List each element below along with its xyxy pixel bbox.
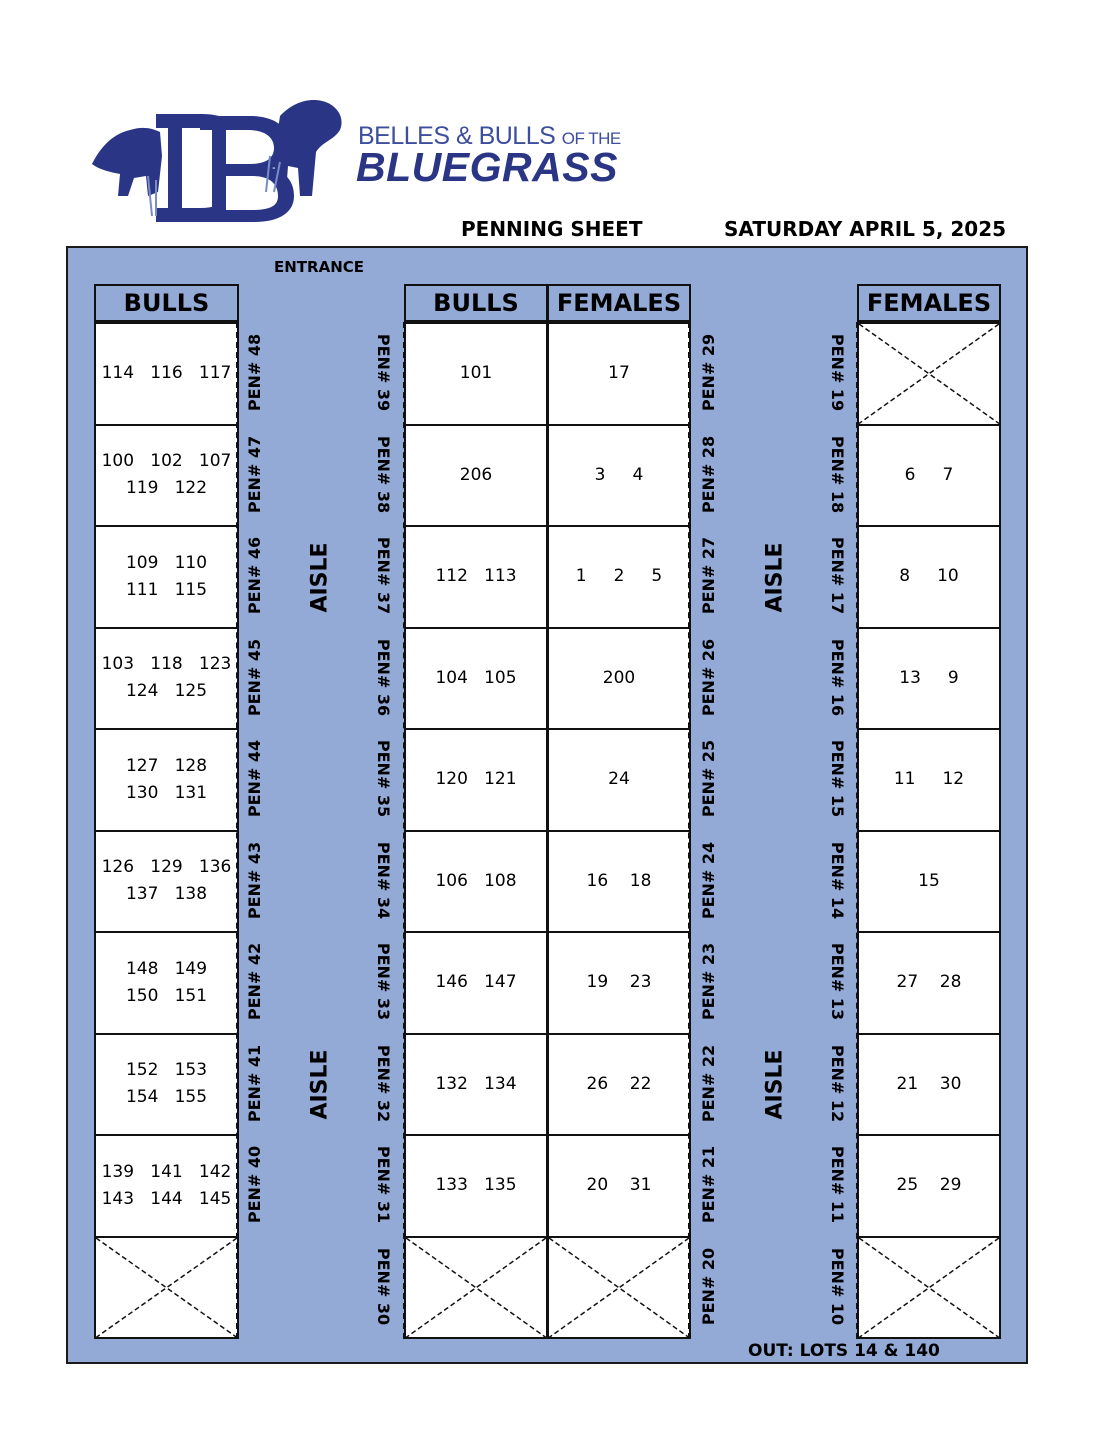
pen-cell <box>547 627 691 731</box>
pen-divider-1 <box>236 322 238 1339</box>
aisle-label <box>755 1034 795 1134</box>
pen-number-text: PEN# 33 <box>374 943 394 1021</box>
column-header-4: FEMALES <box>857 284 1001 322</box>
pen-number-label <box>826 1134 850 1236</box>
lot-numbers: 25 29 <box>896 1175 962 1196</box>
lot-numbers: 3 4 <box>594 464 644 485</box>
pen-number-text: PEN# 30 <box>374 1247 394 1325</box>
lot-numbers: 127 128 <box>125 755 208 776</box>
lot-numbers: 21 30 <box>896 1073 962 1094</box>
pen-cell <box>94 728 239 832</box>
pen-number-text: PEN# 10 <box>828 1247 848 1325</box>
pen-cell <box>857 830 1001 934</box>
lot-numbers: 200 <box>602 667 636 688</box>
pen-number-text: PEN# 20 <box>699 1247 719 1325</box>
pen-number-label <box>372 627 396 729</box>
lot-numbers: 17 <box>608 363 630 384</box>
lot-numbers: 106 108 <box>435 870 517 891</box>
pen-number-text: PEN# 14 <box>828 841 848 919</box>
lot-numbers: 111 115 <box>125 579 208 600</box>
column-header-2: BULLS <box>404 284 548 322</box>
lot-numbers: 150 151 <box>125 985 208 1006</box>
pen-cell <box>94 322 239 426</box>
lot-numbers: 143 144 145 <box>101 1188 232 1209</box>
pen-cell <box>94 525 239 629</box>
pen-number-text: PEN# 15 <box>828 740 848 818</box>
out-lots-note: OUT: LOTS 14 & 140 <box>748 1341 940 1361</box>
pen-number-label <box>243 1033 267 1135</box>
pen-number-label <box>372 322 396 424</box>
pen-number-label <box>243 424 267 526</box>
lot-numbers: 103 118 123 <box>101 654 232 675</box>
pen-cell <box>857 424 1001 528</box>
lot-numbers: 126 129 136 <box>101 857 232 878</box>
pen-number-label <box>243 525 267 627</box>
lot-numbers: 124 125 <box>125 681 208 702</box>
pen-cell <box>404 1236 548 1340</box>
pen-cell <box>404 830 548 934</box>
pen-cell <box>404 728 548 832</box>
pen-cell <box>94 424 239 528</box>
pen-cell <box>857 1134 1001 1238</box>
pen-number-label <box>826 1236 850 1338</box>
pen-divider-3 <box>688 322 690 1339</box>
pen-number-label <box>372 424 396 526</box>
pen-divider-4 <box>856 322 858 1339</box>
pen-number-label <box>697 1033 721 1135</box>
bb-bull-logo-icon <box>90 96 350 226</box>
pen-cell <box>857 931 1001 1035</box>
lot-numbers: 19 23 <box>586 972 652 993</box>
pen-number-text: PEN# 45 <box>245 638 265 716</box>
pen-cell <box>857 1236 1001 1340</box>
lot-numbers: 146 147 <box>435 972 517 993</box>
pen-number-text: PEN# 36 <box>374 638 394 716</box>
pen-number-text: PEN# 35 <box>374 740 394 818</box>
pen-number-text: PEN# 31 <box>374 1146 394 1224</box>
pen-number-label <box>697 627 721 729</box>
aisle-text: AISLE <box>307 1048 333 1120</box>
lot-numbers: 8 10 <box>899 566 959 587</box>
pen-number-text: PEN# 28 <box>699 435 719 513</box>
lot-numbers: 114 116 117 <box>101 363 232 384</box>
pen-number-text: PEN# 32 <box>374 1044 394 1122</box>
lot-numbers: 109 110 <box>125 552 208 573</box>
lot-numbers: 26 22 <box>586 1073 652 1094</box>
pen-number-label <box>697 424 721 526</box>
empty-pen-x-icon <box>96 1238 237 1338</box>
lot-numbers: 119 122 <box>125 478 208 499</box>
pen-number-label <box>243 1134 267 1236</box>
aisle-text: AISLE <box>307 541 333 613</box>
pen-number-text: PEN# 21 <box>699 1146 719 1224</box>
lot-numbers: 24 <box>608 769 630 790</box>
pen-cell <box>547 1033 691 1137</box>
pen-number-text: PEN# 12 <box>828 1044 848 1122</box>
pen-cell <box>857 728 1001 832</box>
pen-cell <box>94 1134 239 1238</box>
aisle-label <box>300 1034 340 1134</box>
pen-number-label <box>372 830 396 932</box>
pen-number-label <box>826 728 850 830</box>
pen-number-text: PEN# 29 <box>699 334 719 412</box>
column-header-3: FEMALES <box>547 284 691 322</box>
pen-number-text: PEN# 25 <box>699 740 719 818</box>
pen-cell <box>404 424 548 528</box>
pen-number-text: PEN# 43 <box>245 841 265 919</box>
aisle-text: AISLE <box>762 541 788 613</box>
empty-pen-x-icon <box>549 1238 689 1338</box>
aisle-text: AISLE <box>762 1048 788 1120</box>
pen-number-text: PEN# 41 <box>245 1044 265 1122</box>
pen-number-label <box>697 728 721 830</box>
pen-number-label <box>697 931 721 1033</box>
lot-numbers: 132 134 <box>435 1073 517 1094</box>
pen-cell <box>404 525 548 629</box>
pen-number-label <box>697 830 721 932</box>
pen-number-text: PEN# 18 <box>828 435 848 513</box>
lot-numbers: 154 155 <box>125 1087 208 1108</box>
pen-cell <box>547 424 691 528</box>
pen-number-label <box>372 525 396 627</box>
pen-cell <box>547 830 691 934</box>
pen-number-text: PEN# 44 <box>245 740 265 818</box>
lot-numbers: 100 102 107 <box>101 451 232 472</box>
page-title: PENNING SHEET <box>461 217 643 241</box>
lot-numbers: 6 7 <box>904 464 954 485</box>
pen-number-text: PEN# 23 <box>699 943 719 1021</box>
pen-number-label <box>826 931 850 1033</box>
pen-number-label <box>243 322 267 424</box>
lot-numbers: 1 2 5 <box>575 566 663 587</box>
lot-numbers: 112 113 <box>435 566 517 587</box>
lot-numbers: 139 141 142 <box>101 1161 232 1182</box>
lot-numbers: 27 28 <box>896 972 962 993</box>
pen-cell <box>547 1236 691 1340</box>
brand-line1-small: OF THE <box>561 129 621 148</box>
pen-number-label <box>826 830 850 932</box>
lot-numbers: 13 9 <box>899 667 959 688</box>
pen-cell <box>404 1134 548 1238</box>
brand-logo <box>90 96 620 226</box>
pen-cell <box>94 830 239 934</box>
lot-numbers: 104 105 <box>435 667 517 688</box>
empty-pen-x-icon <box>406 1238 546 1338</box>
column-header-1: BULLS <box>94 284 239 322</box>
pen-cell <box>94 931 239 1035</box>
pen-number-text: PEN# 26 <box>699 638 719 716</box>
pen-number-label <box>826 1033 850 1135</box>
pen-cell <box>547 931 691 1035</box>
lot-numbers: 148 149 <box>125 958 208 979</box>
pen-number-label <box>826 627 850 729</box>
pen-number-label <box>826 525 850 627</box>
empty-pen-x-icon <box>859 324 999 424</box>
pen-number-label <box>372 1134 396 1236</box>
pen-cell <box>94 627 239 731</box>
pen-number-label <box>697 1236 721 1338</box>
lot-numbers: 137 138 <box>125 884 208 905</box>
lot-numbers: 15 <box>918 870 940 891</box>
pen-number-label <box>697 322 721 424</box>
pen-number-label <box>372 728 396 830</box>
pen-number-text: PEN# 47 <box>245 435 265 513</box>
brand-line1: BELLES & BULLS <box>358 122 556 150</box>
pen-number-text: PEN# 16 <box>828 638 848 716</box>
pen-number-label <box>697 525 721 627</box>
pen-number-text: PEN# 22 <box>699 1044 719 1122</box>
lot-numbers: 20 31 <box>586 1175 652 1196</box>
pen-number-text: PEN# 24 <box>699 841 719 919</box>
lot-numbers: 206 <box>459 464 493 485</box>
pen-divider-2 <box>403 322 405 1339</box>
pen-cell <box>857 627 1001 731</box>
empty-pen-x-icon <box>859 1238 999 1338</box>
lot-numbers: 133 135 <box>435 1175 517 1196</box>
pen-number-label <box>372 931 396 1033</box>
pen-number-text: PEN# 39 <box>374 334 394 412</box>
pen-number-text: PEN# 13 <box>828 943 848 1021</box>
lot-numbers: 152 153 <box>125 1060 208 1081</box>
lot-numbers: 16 18 <box>586 870 652 891</box>
pen-number-text: PEN# 19 <box>828 334 848 412</box>
pen-number-label <box>697 1134 721 1236</box>
pen-number-text: PEN# 38 <box>374 435 394 513</box>
pen-number-label <box>826 424 850 526</box>
lot-numbers: 120 121 <box>435 769 517 790</box>
pen-number-text: PEN# 17 <box>828 537 848 615</box>
pen-number-label <box>826 322 850 424</box>
pen-number-label <box>243 728 267 830</box>
pen-number-text: PEN# 48 <box>245 334 265 412</box>
pen-number-text: PEN# 42 <box>245 943 265 1021</box>
pen-number-text: PEN# 37 <box>374 537 394 615</box>
pen-cell <box>857 322 1001 426</box>
entrance-label: ENTRANCE <box>274 258 364 276</box>
pen-cell <box>94 1033 239 1137</box>
pen-number-text: PEN# 40 <box>245 1146 265 1224</box>
pen-number-label <box>372 1236 396 1338</box>
pen-number-text: PEN# 27 <box>699 537 719 615</box>
lot-numbers: 101 <box>459 363 493 384</box>
pen-number-label <box>243 627 267 729</box>
pen-number-text: PEN# 11 <box>828 1146 848 1224</box>
pen-cell <box>547 322 691 426</box>
lot-numbers: 130 131 <box>125 782 208 803</box>
pen-cell <box>547 728 691 832</box>
aisle-label <box>755 527 795 627</box>
pen-cell <box>857 525 1001 629</box>
pen-cell <box>547 525 691 629</box>
pen-number-label <box>243 830 267 932</box>
pen-cell <box>547 1134 691 1238</box>
pen-cell <box>404 931 548 1035</box>
pen-cell <box>857 1033 1001 1137</box>
pen-number-text: PEN# 46 <box>245 537 265 615</box>
pen-cell <box>404 627 548 731</box>
lot-numbers: 11 12 <box>893 769 965 790</box>
pen-number-text: PEN# 34 <box>374 841 394 919</box>
page-date: SATURDAY APRIL 5, 2025 <box>724 217 1007 241</box>
pen-number-label <box>243 931 267 1033</box>
pen-cell <box>94 1236 239 1340</box>
pen-number-label <box>372 1033 396 1135</box>
pen-cell <box>404 322 548 426</box>
brand-name: BLUEGRASS <box>356 144 618 190</box>
pen-cell <box>404 1033 548 1137</box>
aisle-label <box>300 527 340 627</box>
